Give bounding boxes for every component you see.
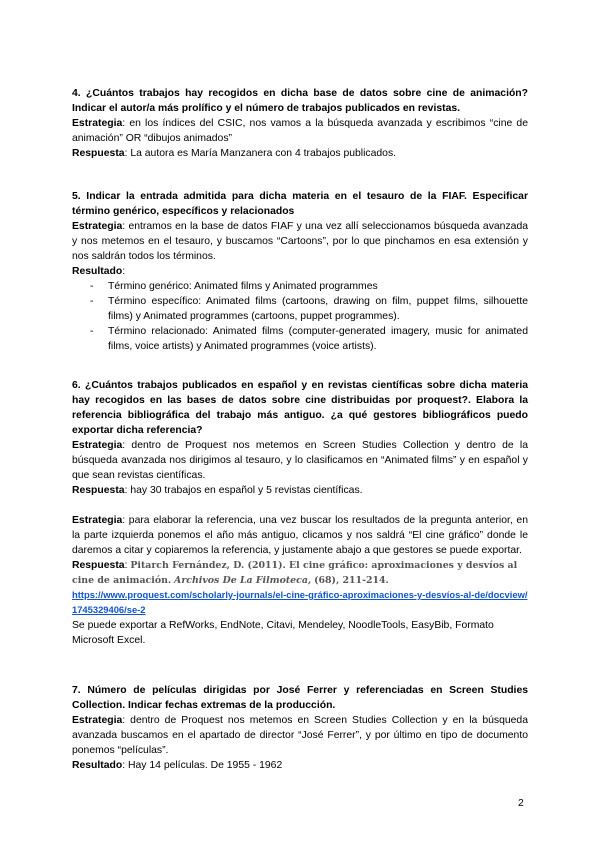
citation-journal: Archivos De La Filmoteca, bbox=[174, 575, 312, 586]
question-6-answer-1: Respuesta: hay 30 trabajos en español y 5 revistas científicas. bbox=[72, 485, 363, 496]
question-6-section bbox=[72, 378, 528, 648]
question-5-section bbox=[72, 189, 528, 354]
question-5-strategy: Estrategia: entramos en la base de datos FIAF y una vez allí seleccionamos búsqueda avanzada y nos metemos en el tesauro, y buscamos “Cartoons”, por lo que pinchamos en esa extensión y nos saldrán todos los términos. bbox=[72, 221, 528, 262]
question-7-strategy: Estrategia: dentro de Proquest nos metemos en Screen Studies Collection y en la búsqueda avanzada buscamos en el apartado de director “José Ferrer”, y por último en tipo de documento ponemos “películas”. bbox=[72, 715, 528, 756]
question-4-answer: Respuesta: La autora es María Manzanera con 4 trabajos publicados. bbox=[72, 148, 397, 159]
question-5-result-label: Resultado: bbox=[72, 266, 126, 277]
question-4-section bbox=[72, 86, 528, 161]
list-item: - Término específico: Animated films (cartoons, drawing on film, puppet films, silhouette films) y Animated programmes (cartoons, puppet programmes). bbox=[90, 296, 528, 322]
question-6-link-line bbox=[72, 588, 528, 618]
question-6-citation: Respuesta: Pitarch Fernández, D. (2011). El cine gráfico: aproximaciones y desvíos al cine de animación. Archivos De La Filmoteca, (68), 211-214. bbox=[72, 560, 518, 586]
question-6-strategy-1: Estrategia: dentro de Proquest nos metemos en Screen Studies Collection y dentro de la búsqueda avanzada nos dirigimos al tesauro, y lo clasificamos en “Animated films” y en español y que sean revistas científicas. bbox=[72, 440, 528, 481]
proquest-article-link[interactable]: https://www.proquest.com/scholarly-journals/el-cine-gráfico-aproximaciones-y-desvíos-al-de/docview/1745329406/se-2 bbox=[72, 589, 528, 615]
question-4-strategy: Estrategia: en los índices del CSIC, nos vamos a la búsqueda avanzada y escribimos “cine de animación” OR “dibujos animados” bbox=[72, 118, 528, 144]
question-5-term-list bbox=[72, 279, 528, 354]
list-item: - Término relacionado: Animated films (computer-generated imagery, music for animated films, voice artists) y Animated programmes (voice artists). bbox=[90, 326, 528, 352]
spacer bbox=[72, 498, 528, 513]
question-6-strategy-2: Estrategia: para elaborar la referencia, una vez buscar los resultados de la pregunta anterior, en la parte izquierda ponemos el año más antiguo, clicamos y nos saldrá “El cine gráfico” donde le daremos a citar y copiaremos la referencia, y justamente abajo a que gestores se puede exportar. bbox=[72, 515, 528, 556]
list-item: - Término genérico: Animated films y Animated programmes bbox=[90, 281, 378, 292]
question-7-section bbox=[72, 683, 528, 773]
question-6-heading: 6. ¿Cuántos trabajos publicados en español y en revistas científicas sobre dicha materia hay recogidos en las bases de datos sobre cine distribuidas por proquest?. Elabora la referencia bibliográfica del trabajo más antiguo. ¿a qué gestores bibliográficos puedo exportar dicha referencia? bbox=[72, 380, 528, 436]
question-7-heading: 7. Número de películas dirigidas por José Ferrer y referenciadas en Screen Studies Collection. Indicar fechas extremas de la producción. bbox=[72, 685, 528, 711]
question-6-export-managers: Se puede exportar a RefWorks, EndNote, Citavi, Mendeley, NoodleTools, EasyBib, Formato Microsoft Excel. bbox=[72, 620, 494, 646]
page-number: 2 bbox=[518, 798, 524, 809]
question-4-heading: 4. ¿Cuántos trabajos hay recogidos en dicha base de datos sobre cine de animación? Indicar el autor/a más prolífico y el número de trabajos publicados en revistas. bbox=[72, 88, 528, 114]
question-7-result: Resultado: Hay 14 películas. De 1955 - 1962 bbox=[72, 760, 283, 771]
question-5-heading: 5. Indicar la entrada admitida para dicha materia en el tesauro de la FIAF. Especificar término genérico, específicos y relacionados bbox=[72, 191, 528, 217]
